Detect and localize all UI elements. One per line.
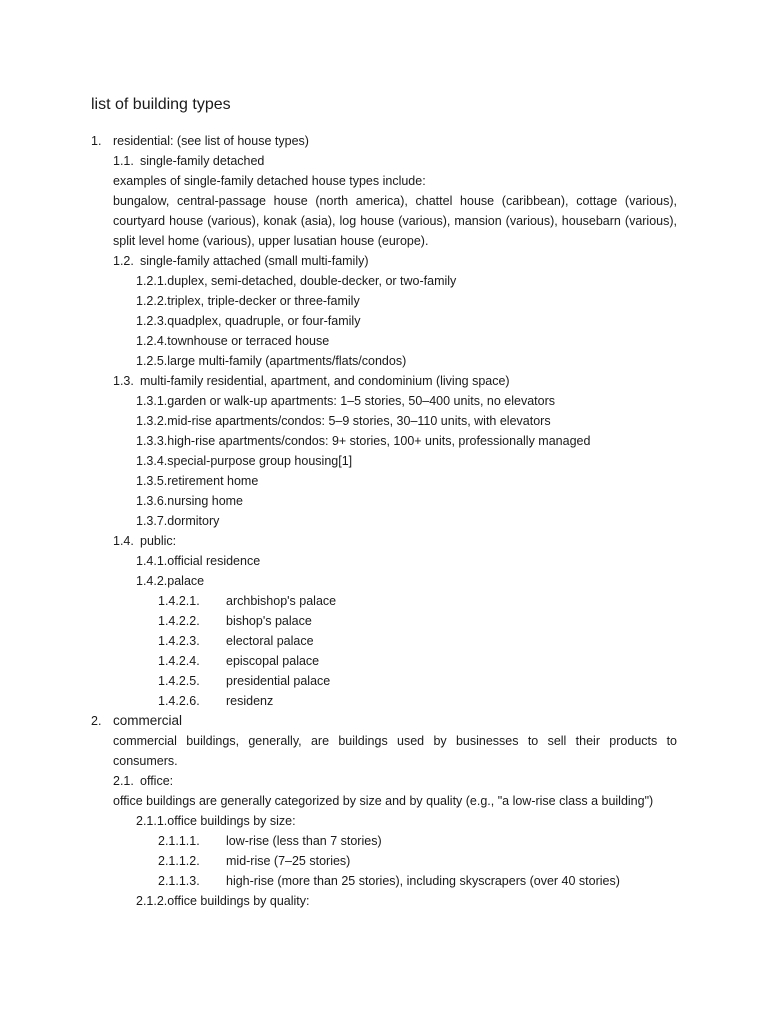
paragraph-line	[0, 211, 768, 231]
list-item	[0, 331, 768, 351]
list-number: 2.1.1.3.	[158, 874, 200, 888]
list-item	[0, 611, 768, 631]
list-item-residential	[0, 131, 768, 151]
examples-line: courtyard house (various), konak (asia), log house (various), mansion (various), housebarn (various),	[113, 214, 677, 228]
list-label: office:	[140, 774, 174, 788]
list-number: 1.4.2.2.	[158, 614, 200, 628]
list-label: 1.3.5.retirement home	[136, 474, 259, 488]
list-item-public	[0, 531, 768, 551]
list-item	[0, 671, 768, 691]
list-item	[0, 571, 768, 591]
list-item	[0, 551, 768, 571]
list-label: 1.2.3.quadplex, quadruple, or four-family	[136, 314, 361, 328]
list-item-commercial	[0, 711, 768, 731]
list-item	[0, 511, 768, 531]
list-item	[0, 271, 768, 291]
list-label: 1.3.6.nursing home	[136, 494, 244, 508]
list-item	[0, 291, 768, 311]
list-number: 1.2.	[113, 254, 134, 268]
list-item	[0, 351, 768, 371]
list-label: high-rise (more than 25 stories), including skyscrapers (over 40 stories)	[226, 874, 620, 888]
examples-line: bungalow, central-passage house (north america), chattel house (caribbean), cottage (various),	[113, 194, 677, 208]
list-label: 1.2.4.townhouse or terraced house	[136, 334, 330, 348]
outline-list	[0, 131, 768, 911]
list-label: single-family detached	[140, 154, 265, 168]
list-item	[0, 591, 768, 611]
examples-intro: examples of single-family detached house types include:	[113, 174, 426, 188]
list-number: 1.4.	[113, 534, 134, 548]
page-title: list of building types	[91, 96, 231, 113]
list-item	[0, 851, 768, 871]
list-label: 1.3.3.high-rise apartments/condos: 9+ stories, 100+ units, professionally managed	[136, 434, 591, 448]
list-label: 1.3.7.dormitory	[136, 514, 220, 528]
list-number: 2.1.	[113, 774, 134, 788]
list-number: 2.	[91, 714, 102, 728]
paragraph-line	[0, 731, 768, 751]
list-item-single-family-attached	[0, 251, 768, 271]
list-item-single-family-detached	[0, 151, 768, 171]
list-item	[0, 811, 768, 831]
list-number: 1.3.	[113, 374, 134, 388]
office-description: office buildings are generally categorized by size and by quality (e.g., "a low-rise class a building")	[113, 794, 654, 808]
list-label: 1.2.2.triplex, triple-decker or three-family	[136, 294, 360, 308]
list-label: 1.2.1.duplex, semi-detached, double-decker, or two-family	[136, 274, 457, 288]
list-number: 2.1.1.1.	[158, 834, 200, 848]
list-number: 1.4.2.4.	[158, 654, 200, 668]
list-label: multi-family residential, apartment, and condominium (living space)	[140, 374, 510, 388]
list-number: 1.4.2.1.	[158, 594, 200, 608]
list-item	[0, 871, 768, 891]
list-label: 2.1.1.office buildings by size:	[136, 814, 296, 828]
list-item-office	[0, 771, 768, 791]
list-label: residential: (see list of house types)	[113, 134, 309, 148]
list-item	[0, 431, 768, 451]
list-label: 2.1.2.office buildings by quality:	[136, 894, 310, 908]
list-label: electoral palace	[226, 634, 314, 648]
list-item	[0, 391, 768, 411]
list-label: bishop's palace	[226, 614, 312, 628]
commercial-intro: consumers.	[113, 754, 178, 768]
list-label: 1.3.2.mid-rise apartments/condos: 5–9 stories, 30–110 units, with elevators	[136, 414, 551, 428]
list-label: mid-rise (7–25 stories)	[226, 854, 351, 868]
paragraph-line	[0, 171, 768, 191]
paragraph-line	[0, 791, 768, 811]
list-label: low-rise (less than 7 stories)	[226, 834, 382, 848]
list-label: 1.2.5.large multi-family (apartments/flats/condos)	[136, 354, 407, 368]
list-item	[0, 891, 768, 911]
list-label: archbishop's palace	[226, 594, 337, 608]
list-item	[0, 311, 768, 331]
list-label: residenz	[226, 694, 274, 708]
list-label: 1.4.2.palace	[136, 574, 205, 588]
list-item	[0, 651, 768, 671]
paragraph-line	[0, 751, 768, 771]
list-item	[0, 411, 768, 431]
list-number: 1.	[91, 134, 102, 148]
list-label: single-family attached (small multi-family)	[140, 254, 369, 268]
list-label: 1.3.4.special-purpose group housing[1]	[136, 454, 353, 468]
list-label: 1.4.1.official residence	[136, 554, 261, 568]
list-item-multi-family	[0, 371, 768, 391]
list-item	[0, 691, 768, 711]
list-number: 1.1.	[113, 154, 134, 168]
list-number: 1.4.2.5.	[158, 674, 200, 688]
list-number: 1.4.2.6.	[158, 694, 200, 708]
list-item	[0, 631, 768, 651]
examples-line: split level home (various), upper lusatian house (europe).	[113, 234, 429, 248]
list-item	[0, 491, 768, 511]
list-item	[0, 451, 768, 471]
list-label: public:	[140, 534, 177, 548]
list-number: 1.4.2.3.	[158, 634, 200, 648]
list-item	[0, 831, 768, 851]
paragraph-line	[0, 231, 768, 251]
paragraph-line	[0, 191, 768, 211]
commercial-intro: commercial buildings, generally, are buildings used by businesses to sell their products to	[113, 734, 677, 748]
list-label: episcopal palace	[226, 654, 320, 668]
list-item	[0, 471, 768, 491]
list-label: commercial	[113, 713, 183, 728]
list-label: 1.3.1.garden or walk-up apartments: 1–5 stories, 50–400 units, no elevators	[136, 394, 556, 408]
list-label: presidential palace	[226, 674, 331, 688]
list-number: 2.1.1.2.	[158, 854, 200, 868]
